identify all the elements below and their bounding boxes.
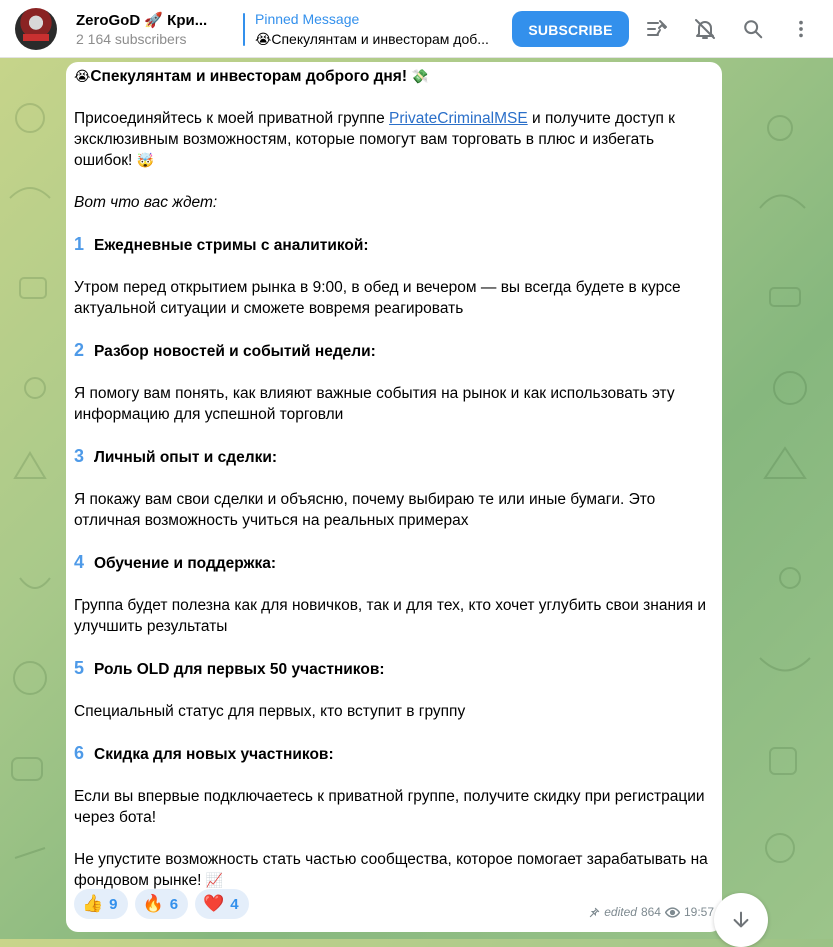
pin-icon — [589, 907, 600, 918]
subscriber-count: 2 164 subscribers — [76, 31, 187, 47]
eye-icon — [665, 907, 680, 918]
exploding-head-emoji-icon: 🤯 — [136, 152, 155, 168]
section-body: Специальный статус для первых, кто вступит в группу — [74, 703, 466, 720]
heart-icon: ❤️ — [203, 894, 225, 913]
chat-header — [0, 0, 833, 58]
mute-bell-icon[interactable] — [691, 15, 719, 43]
number-3-icon: 3 — [74, 446, 85, 466]
pinned-message-preview[interactable]: 😭Спекулянтам и инвесторам доб... — [255, 31, 489, 47]
crying-emoji-icon: 😭 — [74, 68, 91, 84]
message-meta — [589, 905, 714, 919]
channel-title[interactable]: ZeroGoD 🚀 Кри... — [76, 12, 208, 29]
reaction-count: 6 — [169, 895, 179, 913]
section-heading: 2 Разбор новостей и событий недели: — [74, 340, 376, 360]
section-heading: 6 Скидка для новых участников: — [74, 743, 334, 763]
thumbs-up-icon: 👍 — [82, 894, 104, 913]
section-body: Группа будет полезна как для новичков, так и для тех, кто хочет углубить свои знания и улучшить результаты — [74, 597, 707, 635]
intro-paragraph: Присоединяйтесь к моей приватной группе PrivateCriminalMSE и получите доступ к эксклюзивным возможностям, которые помогут вам торговать в плюс и избегать ошибок! 🤯 — [74, 110, 675, 169]
section-body: Я покажу вам свои сделки и объясню, почему выбираю те или иные бумаги. Это отличная возможность учиться на реальных примерах — [74, 491, 656, 529]
reaction-count: 9 — [109, 895, 118, 913]
pinned-indicator-bar — [243, 13, 245, 46]
arrow-down-icon — [730, 909, 752, 931]
pinned-message-label[interactable]: Pinned Message — [255, 11, 360, 27]
money-emoji-icon: 💸 — [411, 68, 429, 84]
pinned-list-icon[interactable] — [643, 15, 671, 43]
section-heading: 4 Обучение и поддержка: — [74, 552, 277, 572]
message-text — [74, 66, 714, 891]
private-group-link[interactable]: PrivateCriminalMSE — [389, 110, 528, 127]
number-5-icon: 5 — [74, 658, 85, 678]
number-2-icon: 2 — [74, 340, 85, 360]
view-count: 864 — [640, 905, 661, 919]
reactions-row — [74, 889, 249, 919]
edited-label: edited — [604, 905, 637, 919]
section-body: Если вы впервые подключаетесь к приватной группе, получите скидку при регистрации через бота! — [74, 788, 705, 826]
chart-up-emoji-icon: 📈 — [205, 872, 224, 888]
section-heading: 5 Роль OLD для первых 50 участников: — [74, 658, 385, 678]
reaction-heart[interactable] — [195, 889, 249, 919]
subscribe-button[interactable]: SUBSCRIBE — [512, 11, 629, 47]
section-heading: 1 Ежедневные стримы с аналитикой: — [74, 234, 369, 254]
reaction-fire[interactable] — [135, 889, 189, 919]
message-title-line — [74, 66, 714, 87]
reaction-thumbs-up[interactable] — [74, 889, 128, 919]
message-title: Спекулянтам и инвесторам доброго дня! — [90, 68, 407, 85]
search-icon[interactable] — [739, 15, 767, 43]
channel-avatar[interactable] — [15, 8, 57, 50]
section-body: Утром перед открытием рынка в 9:00, в обед и вечером — вы всегда будете в курсе актуальной ситуации и сможете вовремя реагировать — [74, 279, 681, 317]
section-body: Я помогу вам понять, как влияют важные события на рынок и как использовать эту информацию для успешной торговли — [74, 385, 675, 423]
section-heading: 3 Личный опыт и сделки: — [74, 446, 278, 466]
message-time: 19:57 — [683, 905, 714, 919]
number-6-icon: 6 — [74, 743, 85, 763]
number-4-icon: 4 — [74, 552, 85, 572]
reaction-count: 4 — [230, 895, 239, 913]
whats-waiting-text: Вот что вас ждет: — [74, 194, 218, 211]
closing-paragraph: Не упустите возможность стать частью сообщества, которое помогает зарабатывать на фондовом рынке! 📈 — [74, 851, 708, 889]
number-1-icon: 1 — [74, 234, 85, 254]
more-vertical-icon[interactable] — [787, 15, 815, 43]
message-bubble[interactable] — [66, 62, 722, 932]
fire-icon: 🔥 — [142, 894, 164, 913]
